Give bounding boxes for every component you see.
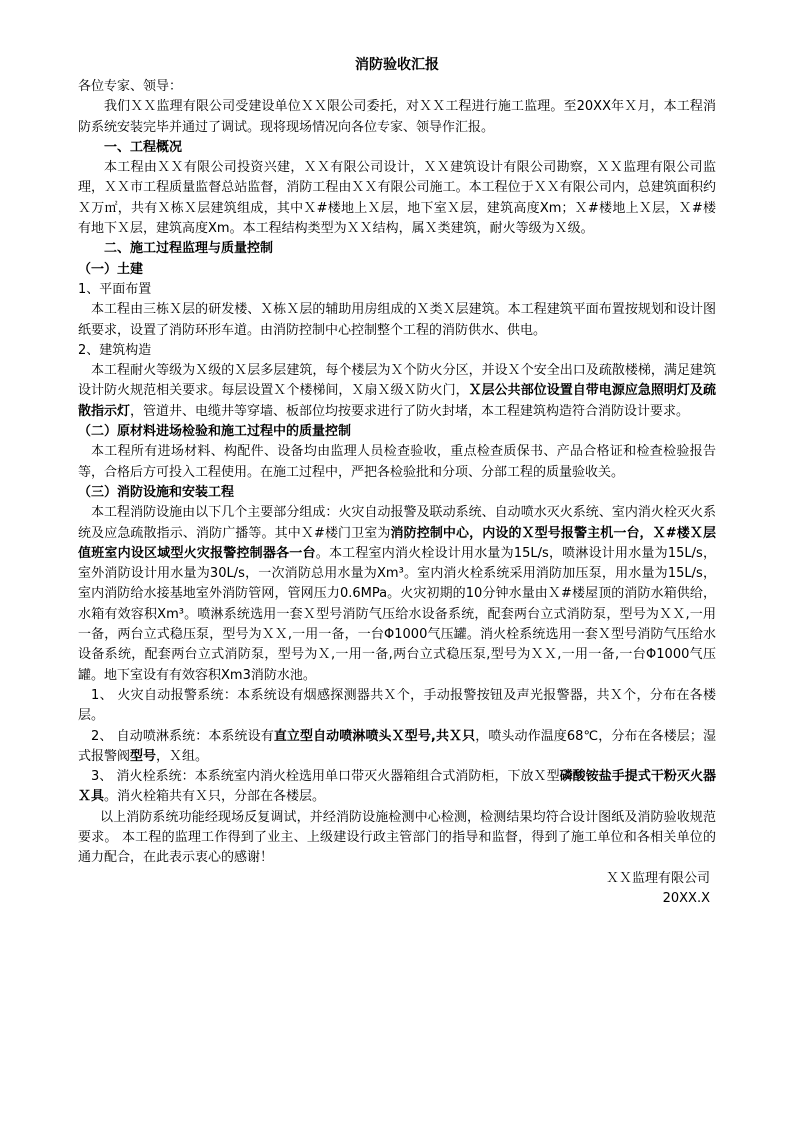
overview-paragraph: 本工程由ＸＸ有限公司投资兴建，ＸＸ有限公司设计，ＸＸ建筑设计有限公司勘察，ＸＸ监理有限公司监理，ＸＸ市工程质量监督总站监督，消防工程由ＸＸ有限公司施工。本工程位于ＸＸ有限公司内，总建筑面积约Ｘ万㎡，共有Ｘ栋Ｘ层建筑组成，其中Ｘ#楼地上Ｘ层，地下室Ｘ层，建筑高度Xm；Ｘ#楼地上Ｘ层，Ｘ#楼有地下Ｘ层，建筑高度Xm。本工程结构类型为ＸＸ结构，属Ｘ类建筑，耐火等级为Ｘ级。 — [78, 160, 716, 237]
construction-paragraph — [78, 361, 716, 422]
subsection-heading-civil: （一）土建 — [78, 261, 144, 277]
hydrant-text-a: 3、 消火栓系统：本系统室内消火栓选用单口带灭火器箱组合式消防柜，下放Ｘ型 — [91, 769, 560, 785]
closing-paragraph: 以上消防系统功能经现场反复调试，并经消防设施检测中心检测，检测结果均符合设计图纸及消防验收规范要求。 本工程的监理工作得到了业主、上级建设行政主管部门的指导和监督，得到了施工单位和各相关单位的通力配合，在此表示衷心的感谢！ — [78, 809, 716, 866]
sprinkler-text-bold-b: 型号 — [130, 748, 157, 764]
facilities-text-a: 本工程消防设施由以下几个主要部分组成：火灾自动报警及联动系统、自动喷水灭火系统、室内消火栓灭火系统及应急疏散指示、消防广播等。其中Ｘ#楼门卫室为 — [78, 505, 716, 541]
materials-paragraph: 本工程所有进场材料、构配件、设备均由监理人员检查验收，重点检查质保书、产品合格证和检查检验报告等，合格后方可投入工程使用。在施工过程中，严把各检验批和分项、分部工程的质量验收关。 — [78, 444, 716, 480]
list-item-sprinkler — [78, 727, 716, 768]
sprinkler-text-c: ，喷头动作温度68℃，分布在各楼层；湿式报警阀 — [78, 728, 716, 764]
facilities-paragraph — [78, 503, 716, 686]
section-heading-overview: 一、工程概况 — [104, 139, 183, 155]
construction-text-bold: Ｘ层公共部位设置自带电源应急照明灯及疏散指示灯 — [78, 383, 716, 419]
list-item-hydrant — [78, 767, 716, 808]
document-title: 消防验收汇报 — [355, 57, 439, 73]
greeting: 各位专家、领导： — [78, 79, 183, 94]
item-title-construction: 2、建筑构造 — [78, 342, 152, 358]
construction-text-a: 本工程耐火等级为Ｘ级的Ｘ层多层建筑，每个楼层为Ｘ个防火分区，并设Ｘ个安全出口及疏散楼梯，满足建筑设计防火规范相关要求。每层设置Ｘ个楼梯间，Ｘ扇Ｘ级Ｘ防火门， — [78, 363, 716, 399]
construction-text-c: ，管道井、电缆井等穿墙、板部位均按要求进行了防火封堵，本工程建筑构造符合消防设计要求。 — [130, 403, 690, 419]
subsection-heading-facilities: （三）消防设施和安装工程 — [78, 484, 235, 500]
document-page — [78, 55, 716, 909]
intro-paragraph: 我们ＸＸ监理有限公司受建设单位ＸＸ限公司委托，对ＸＸ工程进行施工监理。至20XX年Ｘ月，本工程消防系统安装完毕并通过了调试。现将现场情况向各位专家、领导作汇报。 — [78, 99, 716, 135]
signature-organization: ＸＸ监理有限公司 — [605, 870, 710, 886]
list-item-fire-alarm: 1、 火灾自动报警系统：本系统设有烟感探测器共Ｘ个，手动报警按钮及声光报警器，共Ｘ个，分布在各楼层。 — [78, 687, 716, 724]
hydrant-text-c: 。消火栓箱共有Ｘ只，分部在各楼层。 — [104, 789, 326, 805]
layout-paragraph: 本工程由三栋Ｘ层的研发楼、Ｘ栋Ｘ层的辅助用房组成的Ｘ类Ｘ层建筑。本工程建筑平面布置按规划和设计图纸要求，设置了消防环形车道。由消防控制中心控制整个工程的消防供水、供电。 — [78, 302, 716, 338]
facilities-text-c: 。本工程室内消火栓设计用水量为15L/s，喷淋设计用水量为15L/s，室外消防设计用水量为30L/s，一次消防总用水量为Xm³。室内消火栓系统采用消防加压泵，用水量为15L/s，室内消防给水接基地室外消防管网，管网压力0.6MPa。火灾初期的10分钟水量由Ｘ#楼屋顶的消防水箱供给，水箱有效容积Xm³。喷淋系统选用一套Ｘ型号消防气压给水设备系统，配套两台立式消防泵，型号为ＸＸ,一用一备，两台立式稳压泵，型号为ＸＸ,一用一备，一台Φ1000气压罐。消火栓系统选用一套Ｘ型号消防气压给水设备系统，配套两台立式消防泵，型号为Ｘ,一用一备,两台立式稳压泵,型号为ＸＸ,一用一备,一台Φ1000气压罐。地下室设有有效容积Xm3消防水池。 — [78, 545, 716, 683]
sprinkler-text-bold-a: 直立型自动喷淋喷头Ｘ型号,共Ｘ只 — [273, 728, 476, 744]
hydrant-text-bold: 磷酸铵盐手提式干粉灭火器Ｘ具 — [78, 769, 716, 805]
section-heading-supervision: 二、施工过程监理与质量控制 — [104, 241, 274, 257]
facilities-text-bold: 消防控制中心，内设的Ｘ型号报警主机一台，Ｘ#楼Ｘ层值班室内设区域型火灾报警控制器各一台 — [78, 525, 716, 561]
subsection-heading-materials: （二）原材料进场检验和施工过程中的质量控制 — [78, 424, 352, 440]
signature-date: 20XX.X — [662, 890, 710, 906]
sprinkler-text-e: ，Ｘ组。 — [156, 748, 209, 764]
item-title-layout: 1、平面布置 — [78, 281, 152, 297]
sprinkler-text-a: 2、 自动喷淋系统：本系统设有 — [91, 728, 274, 744]
